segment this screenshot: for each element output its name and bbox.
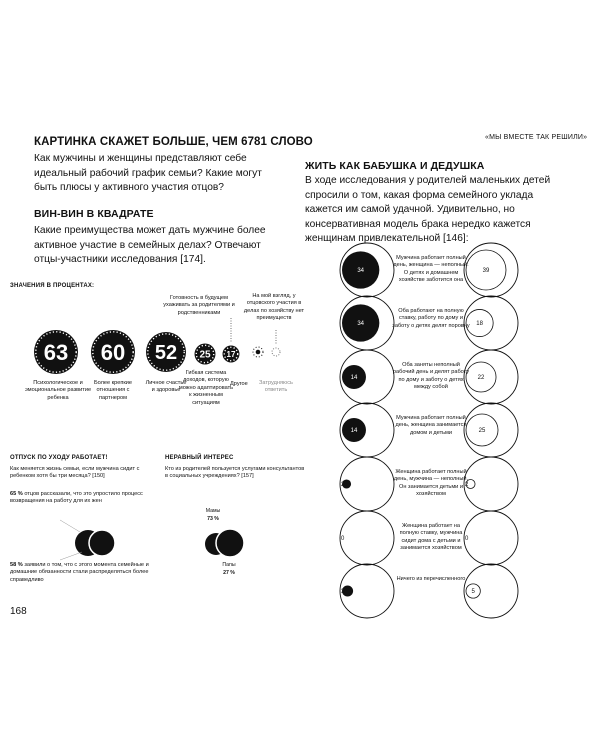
leave-stat2: 58 % заявили о том, что с этого момента семейные и домашние обязанности стали распределяться более справедливо <box>10 562 149 583</box>
row-2-right-value: 18 <box>476 321 483 327</box>
row-1-text: Мужчина работает полный день, женщина — неполный. О детях и домашнем хозяйстве заботится она <box>393 255 469 284</box>
row-7-right-value: 5 <box>471 589 475 595</box>
other-label: Другое <box>230 381 248 387</box>
dads-pct: 27 % <box>223 570 235 576</box>
badge-caption-2: Более крепкие отношения с партнером <box>93 380 133 401</box>
left-subtext: Какие преимущества может дать мужчине более активное участие в семейных делах? Отвечают отцы-участники исследования [174]. <box>34 225 266 265</box>
row-3-right-ring <box>464 350 518 404</box>
badge-caption-3: Личное счастье и здоровье <box>145 380 187 394</box>
row-6-left-value: 0 <box>341 536 345 542</box>
interest-title: НЕРАВНЫЙ ИНТЕРЕС <box>165 455 234 461</box>
row-5-right-value: 2 <box>465 482 469 488</box>
row-3-text: Оба заняты неполный рабочий день и делят работу по дому и заботу о детях между собой <box>392 362 470 391</box>
row-4-left-value: 14 <box>350 428 358 434</box>
left-title: КАРТИНКА СКАЖЕТ БОЛЬШЕ, ЧЕМ 6781 СЛОВО <box>34 136 313 148</box>
row-4-right-ring <box>464 403 518 457</box>
right-title: ЖИТЬ КАК БАБУШКА И ДЕДУШКА <box>305 160 485 172</box>
row-1-left-value: 34 <box>357 268 365 274</box>
row-4-text: Мужчина работает полный день, женщина занимается домом и детьми <box>395 415 467 436</box>
row-5-right-ring <box>464 457 518 511</box>
badge-2-value: 60 <box>100 339 126 365</box>
row-1-right-ring <box>464 243 518 297</box>
row-7-text: Ничего из перечисленного <box>396 576 466 582</box>
values-label: ЗНАЧЕНИЯ В ПРОЦЕНТАХ: <box>10 283 95 289</box>
row-3-right-value: 22 <box>477 375 485 381</box>
row-6-left-ring <box>340 511 394 565</box>
running-header: «МЫ ВМЕСТЕ ТАК РЕШИЛИ» <box>485 134 588 141</box>
row-1-right-value: 39 <box>482 268 490 274</box>
moms-label: Мамы <box>205 508 221 514</box>
badge-1-value: 63 <box>43 339 69 365</box>
row-3-left-value: 14 <box>350 375 358 381</box>
badge-5-value: 17 <box>226 349 236 359</box>
row-4-right-value: 25 <box>478 428 486 434</box>
note-opinion: На мой взгляд, у отцовского участия в делах по хозяйству нет преимуществ <box>243 293 305 322</box>
row-6-right-value: 0 <box>465 536 469 542</box>
row-2-right-ring <box>464 296 518 350</box>
row-2-text: Оба работают на полную ставку, работу по дому и заботу о детях делят поровну <box>392 308 470 329</box>
leave-stat1: 65 % отцов рассказали, что это упростило процесс возвращения на работу для их жен <box>10 491 143 505</box>
dads-label: Папы <box>222 562 236 568</box>
badge-3-value: 52 <box>154 342 178 365</box>
note-ready: Готовность в будущем ухаживать за родителями и родственниками <box>163 295 235 316</box>
row-6-text: Женщина работает на полную ставку, мужчина сидит дома с детьми и занимается хозяйством <box>399 523 463 552</box>
hard-label: Затрудняюсь ответить <box>259 380 293 394</box>
left-subtitle: ВИН-ВИН В КВАДРАТЕ <box>34 208 154 220</box>
interest-question: Кто из родителей пользуется услугами консультантов в социальных учреждениях? [157] <box>165 466 305 480</box>
leave-question: Как меняется жизнь семьи, если мужчина сидит с ребенком хотя бы три месяца? [150] <box>10 466 140 480</box>
page-number: 168 <box>10 606 27 617</box>
right-intro: В ходе исследования у родителей маленьких детей спросили о том, какая форма семейного уклада кажется им самой удачной. Удивительно, но консервативная модель брака нередко кажется женщинам привлекательной [146]: <box>305 175 551 244</box>
row-5-text: Женщина работает полный день, мужчина — неполный. Он занимается детьми и хозяйством <box>393 469 469 498</box>
badge-4-value: 25 <box>199 349 211 361</box>
row-2-left-value: 34 <box>357 321 365 327</box>
row-6-right-ring <box>464 511 518 565</box>
left-intro: Как мужчины и женщины представляют себе идеальный рабочий график семьи? Какие могут быть плюсы у активного участия отцов? <box>34 153 262 193</box>
row-7-left-value: 3 <box>341 589 345 595</box>
badge-caption-1: Психологическое и эмоциональное развитие ребенка <box>24 380 92 401</box>
badge-caption-4: Гибкая система доходов, которую можно адаптировать к жизненным ситуациям <box>178 370 234 406</box>
moms-pct: 73 % <box>207 516 219 522</box>
leave-title: ОТПУСК ПО УХОДУ РАБОТАЕТ! <box>10 455 108 461</box>
row-5-left-value: 2 <box>341 482 345 488</box>
